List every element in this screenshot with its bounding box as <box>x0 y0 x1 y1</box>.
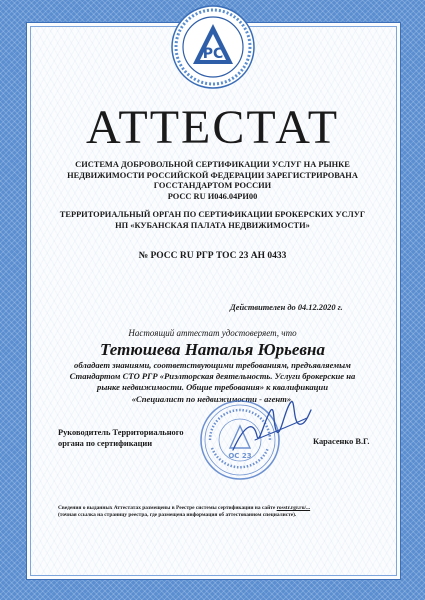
system-line: НЕДВИЖИМОСТИ РОССИЙСКОЙ ФЕДЕРАЦИИ ЗАРЕГИСТРИРОВАНА <box>67 170 358 180</box>
signatory-position-line: органа по сертификации <box>58 439 153 448</box>
registration-number: № РОСС RU РГР ТОС 23 АН 0433 <box>138 251 287 261</box>
registry-footnote <box>58 505 378 519</box>
certification-body-line: НП «КУБАНСКАЯ ПАЛАТА НЕДВИЖИМОСТИ» <box>115 220 310 230</box>
emblem-letters: РС <box>202 46 224 62</box>
description-line: рынке недвижимости. Общие требования» к квалификации <box>97 382 328 393</box>
footnote-text: Сведения о выданных Аттестатах размещены в Реестре системы сертификации на сайте <box>58 505 276 511</box>
signatory-name: Карасенко В.Г. <box>313 437 370 446</box>
registry-link[interactable]: rosstr.rgr.ru/... <box>276 505 311 511</box>
stamp-code: ОС 23 <box>228 452 252 460</box>
description-line: «Специалист по недвижимости - агент». <box>131 393 294 404</box>
signatory-position-line: Руководитель Территориального <box>58 428 184 437</box>
certification-body-block <box>40 210 385 231</box>
system-registration-code: РОСС RU И046.04РИ00 <box>167 191 258 201</box>
system-line: ГОССТАНДАРТОМ РОССИИ <box>153 181 272 190</box>
description-line: обладает знаниями, соответствующими требованиям, предъявляемым <box>74 360 351 370</box>
validity-date: Действителен до 04.12.2020 г. <box>230 303 343 312</box>
description-line: Стандартом СТО РГР «Риэлторская деятельность. Услуги брокерские на <box>69 371 356 382</box>
footnote-explanation: (точная ссылка на страницу реестра, где размещена информация об аттестованном специалисте). <box>58 512 297 519</box>
signatory-position <box>58 427 198 449</box>
certifies-intro: Настоящий аттестат удостоверяет, что <box>128 328 297 338</box>
certification-system-block <box>40 160 385 202</box>
certification-emblem-icon <box>170 4 256 90</box>
holder-name: Тетюшева Наталья Юрьевна <box>100 340 325 359</box>
certificate-title: АТТЕСТАТ <box>85 101 340 154</box>
handwritten-signature <box>225 388 315 468</box>
system-line: СИСТЕМА ДОБРОВОЛЬНОЙ СЕРТИФИКАЦИИ УСЛУГ НА РЫНКЕ <box>75 160 350 169</box>
certification-body-line: ТЕРРИТОРИАЛЬНЫЙ ОРГАН ПО СЕРТИФИКАЦИИ БРОКЕРСКИХ УСЛУГ <box>59 210 366 219</box>
